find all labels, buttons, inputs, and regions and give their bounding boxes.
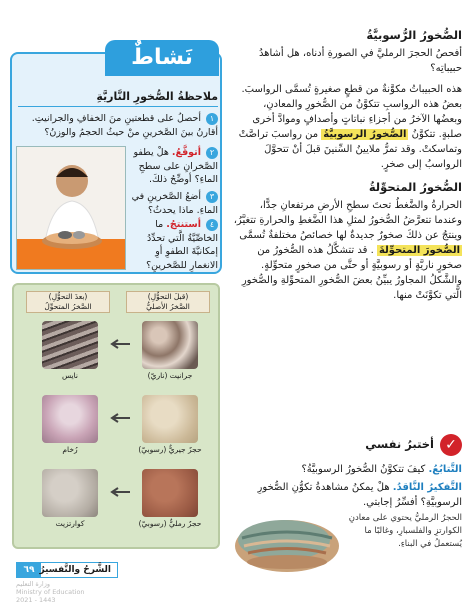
step-number: ١	[206, 113, 218, 125]
sedimentary-text: هذه الحبيباتُ مكوَّنةٌ من قطعٍ صغيرةٍ تُسمَّى الرواسبَ. بعضُ هذه الرواسبِ تتكوَّنُ من الصُّخورِ والمعادنِ، وبعضُها الآخرُ من أجزاءِ نباتاتٍ وأصدافٍ وموادَّ أخرى صلبةٍ. تتكوَّنُ	[241, 84, 462, 140]
sedimentary-text-b: من رواسبَ تراصَّتْ وتماسكتْ. وقد تمرُّ ملايينُ السِّنينَ قبلَ أنْ تتحوَّلَ الرواسبُ إلى صخرٍ.	[238, 129, 462, 170]
step-text: أضعُ الصَّخرينِ في الماءِ. ماذا يحدثُ؟	[131, 191, 218, 216]
step-number: ٣	[206, 191, 218, 203]
self-check-header	[232, 434, 462, 456]
rock-label: جرانيت (ناريّ)	[147, 371, 193, 380]
watermark-line-2: Ministry of Education	[16, 588, 85, 596]
question-2-text: هلْ يمكنُ مشاهدةُ تكوُّنِ الصُّخورِ الرسوبيَّةِ؟ أفسِّرُ إجابتي.	[257, 482, 462, 508]
rock-label: رُخام	[62, 445, 78, 454]
activity-step-3	[130, 190, 218, 217]
arrow-icon	[108, 413, 130, 423]
activity-title: ملاحظةُ الصُّخورِ النَّاريَّةِ	[96, 90, 218, 103]
granite-image	[142, 321, 198, 369]
quartzite-image	[42, 469, 98, 517]
activity-step-1	[20, 112, 218, 139]
header-before-line1: (قبلَ التحوُّلِ)	[147, 292, 189, 301]
header-before-line2: الصَّخرُ الأصليُّ	[146, 302, 190, 311]
sedimentary-heading: الصُّخورُ الرُّسوبيَّةُ	[366, 28, 462, 42]
step-text: ما الخاصِّيَّةُ الَّتي تحدِّدُ إمكانيَّةَ الطفوِ أوِ الانغمارِ للصَّخرينِ؟	[146, 219, 218, 271]
page-number: ٦٩	[17, 563, 41, 577]
step-number: ٤	[206, 219, 218, 231]
metamorphic-term: الصُّخورَ المتحوِّلةَ	[378, 245, 460, 256]
rock-label: حجرٌ جيريٌّ (رسوبيّ)	[138, 445, 202, 454]
rock-comparison-table	[12, 283, 220, 549]
metamorphic-text: الحرارةُ والضَّغطُ تحتَ سطحِ الأرضِ مرتفعانِ جدًّا، وعندما تتعرَّضُ الصُّخورُ لمثلِ هذا الضَّغطِ والحرارةِ تتغيَّرُ، وينتجُ عن ذلكَ صخورٌ جديدةٌ لها خصائصُ مختلفةٌ تُسمَّى	[233, 200, 462, 241]
question-2	[232, 480, 462, 510]
header-after-line2: الصَّخرُ المتحوِّلُ	[44, 302, 92, 311]
publisher-watermark	[16, 580, 106, 604]
step-label: أستنتجُ.	[166, 219, 201, 230]
activity-tab: نَشاطٌ	[105, 40, 219, 76]
metamorphic-heading: الصُّخورُ المتحوِّلةُ	[368, 180, 462, 194]
watermark-line-3: 2021 - 1443	[16, 596, 56, 604]
original-rock-header	[126, 291, 210, 313]
arrow-icon	[108, 339, 130, 349]
step-text: أحصلُ على قطعتينِ منَ الخفافِ والجرانيتِ. أقارنُ بينَ الصَّخرينِ منْ حيثُ الحجمُ والوزنُ؟	[31, 113, 218, 138]
checkmark-icon: ✓	[440, 434, 462, 456]
metamorphic-rock-header	[26, 291, 110, 313]
activity-step-4	[130, 218, 218, 272]
marble-image	[42, 395, 98, 443]
question-1	[232, 462, 462, 477]
limestone-image	[142, 395, 198, 443]
gneiss-image	[42, 321, 98, 369]
step-label: أتوقَّعُ.	[171, 147, 201, 158]
page-footer	[16, 562, 118, 578]
activity-step-2	[130, 146, 218, 187]
step-text: هلْ يطفو الصَّخرانِ على سطحِ الماءِ؟ أوضِّحُ ذلكَ.	[133, 147, 218, 185]
metamorphic-text-b: . قد تتشكَّلُ هذه الصُّخورُ من صخورٍ ناريَّةٍ أو رسوبيَّةٍ أو حتَّى من صخورٍ متحوِّلةٍ. والشَّكلُ المجاورُ يبيِّنُ بعضَ الصُّخورِ المتحوِّلةِ والصُّخورِ الَّتي تكوَّنَتْ منها.	[241, 245, 462, 301]
footer-label: الشَّرحُ والتَّفسيرُ	[39, 565, 111, 575]
arrow-icon	[108, 487, 130, 497]
sandstone-caption: الحجرُ الرمليُّ يحتوي على معادنِ الكوارتزِ والفلسبارِ، وغالبًا ما يُستعملُ في البناءِ.	[348, 513, 462, 549]
rock-label: حجرٌ رمليٌّ (رسوبيّ)	[138, 519, 202, 528]
student-photo	[16, 146, 126, 270]
step-number: ٢	[206, 147, 218, 159]
sedimentary-intro: أفحصُ الحجرَ الرمليَّ في الصورةِ أدناه، هل أشاهدُ حبيباتِه؟	[258, 48, 462, 74]
sandstone-image	[232, 508, 342, 576]
sedimentary-term: الصُّخورُ الرسوبيَّةُ	[323, 129, 407, 140]
question-1-label: التَّتابُعُ.	[428, 464, 462, 475]
header-after-line1: (بعدَ التحوُّلِ)	[48, 292, 88, 301]
watermark-line-1: وزارة التعليم	[16, 580, 51, 588]
activity-divider	[18, 106, 218, 107]
question-2-label: التَّفكيرُ النَّاقدُ.	[392, 482, 462, 493]
rock-label: كوارتزيت	[55, 519, 85, 528]
self-check-title: أختبرُ نفسي	[365, 437, 434, 451]
rock-label: نايس	[61, 371, 79, 380]
metamorphic-paragraph	[232, 198, 462, 303]
main-text-column	[232, 28, 462, 309]
sandstone-rock-image	[142, 469, 198, 517]
question-1-text: كيفَ تتكوَّنُ الصُّخورُ الرسوبيَّةُ؟	[301, 464, 426, 475]
student-illustration	[17, 147, 126, 270]
sedimentary-paragraph	[232, 82, 462, 172]
